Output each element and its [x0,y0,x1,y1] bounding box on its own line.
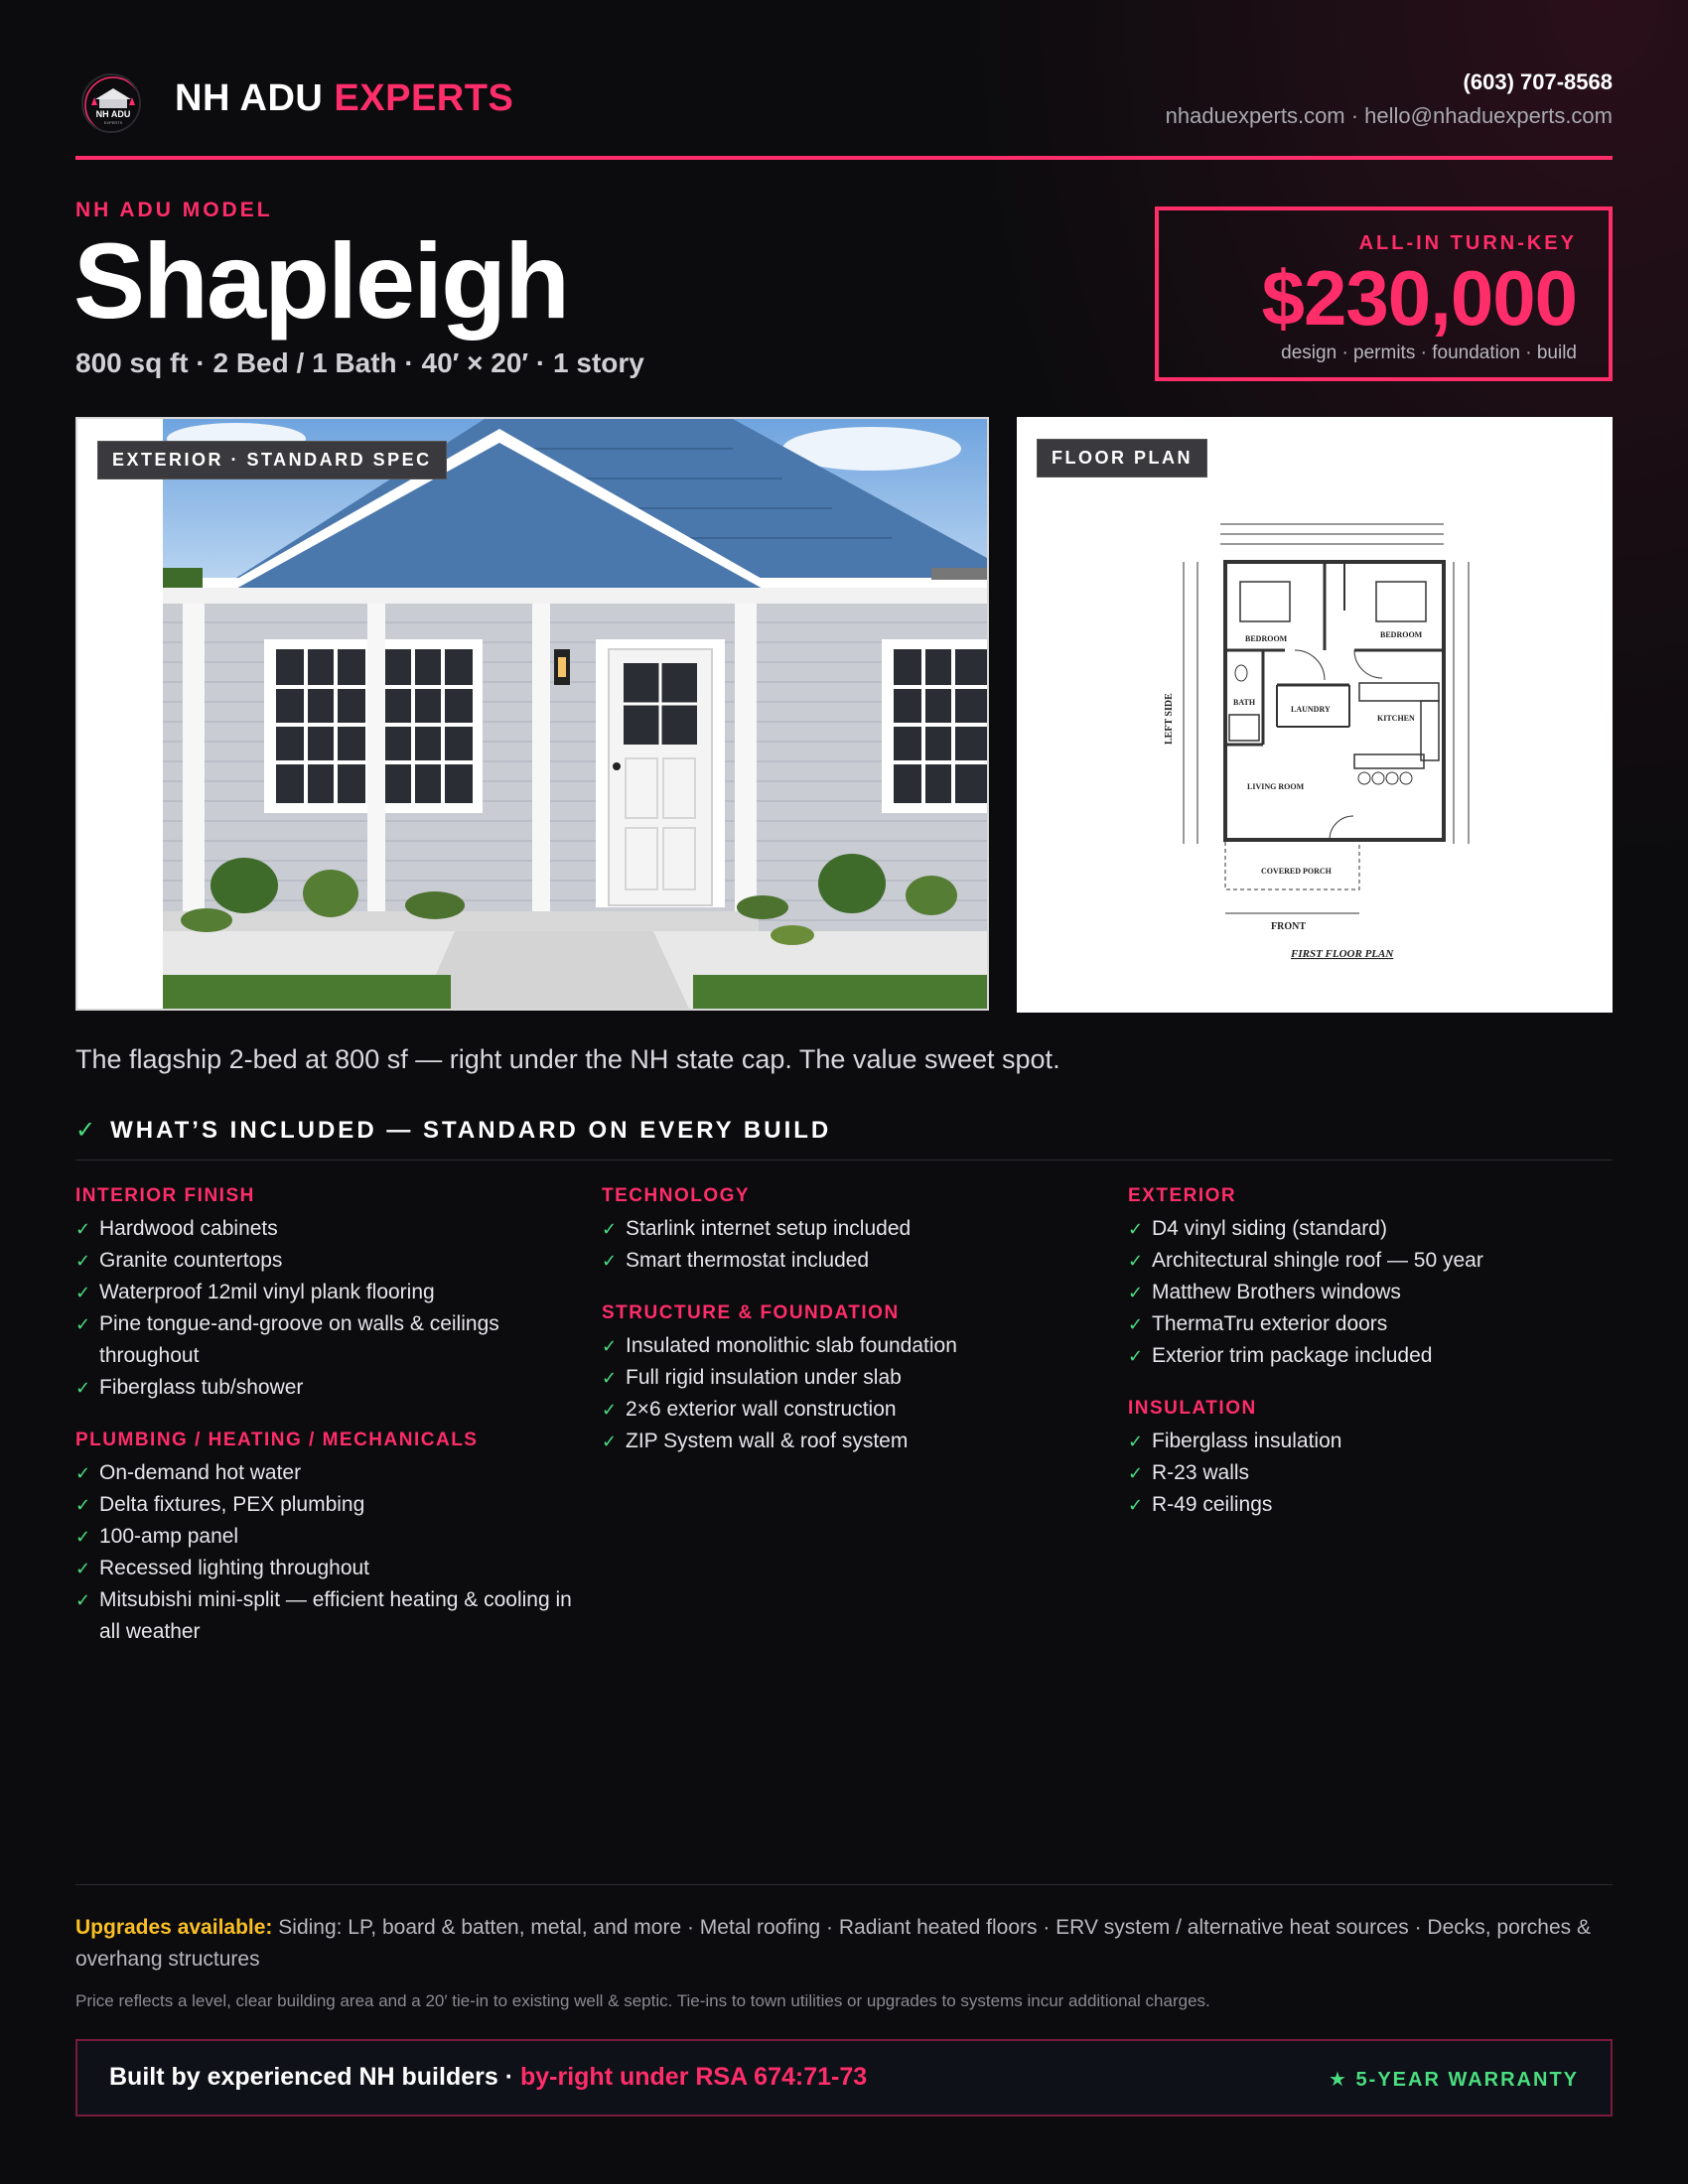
price-label: ALL-IN TURN-KEY [1358,232,1577,254]
builder-statement [109,2063,867,2092]
included-list [602,1213,1098,1277]
floor-plan-image [1017,417,1613,1013]
included-item: ✓ ThermaTru exterior doors [1128,1308,1624,1340]
company-logo [81,73,141,133]
upgrades-label: Upgrades available: [75,1916,273,1939]
included-group-title: TECHNOLOGY [602,1185,751,1206]
svg-text:FRONT: FRONT [1271,921,1306,932]
phone-number[interactable]: (603) 707-8568 [1463,69,1613,94]
included-item: ✓ Pine tongue-and-groove on walls & ceilings throughout [75,1308,572,1372]
svg-text:EXPERTS: EXPERTS [103,120,123,125]
contact-info [1166,69,1613,129]
included-group [602,1185,1098,1277]
included-column-2 [602,1185,1098,1483]
svg-text:FIRST FLOOR PLAN: FIRST FLOOR PLAN [1291,948,1394,960]
svg-text:LEFT SIDE: LEFT SIDE [1164,693,1175,745]
brand-name-pink: EXPERTS [334,77,514,119]
included-item: ✓ Fiberglass insulation [1128,1426,1624,1457]
model-name: Shapleigh [73,220,569,341]
included-group [75,1430,572,1648]
svg-text:NH ADU: NH ADU [95,109,131,119]
svg-text:BATH: BATH [1233,698,1256,707]
price-amount: $230,000 [1261,254,1577,341]
included-group-title: EXTERIOR [1128,1185,1237,1206]
included-item: ✓ Waterproof 12mil vinyl plank flooring [75,1277,572,1308]
included-item: ✓ Full rigid insulation under slab [602,1362,1098,1394]
svg-text:BEDROOM: BEDROOM [1380,630,1423,639]
warranty-badge [1329,2067,1579,2092]
included-item: ✓ Architectural shingle roof — 50 year [1128,1245,1624,1277]
site-header [75,69,1613,133]
included-group [75,1185,572,1404]
included-list [602,1330,1098,1457]
model-description: The flagship 2-bed at 800 sf — right under the NH state cap. The value sweet spot. [75,1044,1060,1074]
fine-print: Price reflects a level, clear building area and a 20′ tie-in to existing well & septic. Tie-ins to town utilities or upgrades to systems incur additional charges. [75,1991,1210,2010]
included-list [1128,1426,1624,1521]
warranty-text: 5-YEAR WARRANTY [1355,2069,1579,2091]
included-group [602,1302,1098,1457]
brand-name [175,77,513,120]
header-divider [75,156,1613,160]
included-list [75,1457,572,1648]
website-email[interactable]: nhaduexperts.com · hello@nhaduexperts.com [1165,103,1613,128]
floor-plan-tag: FLOOR PLAN [1037,439,1207,478]
builder-text: Built by experienced NH builders · [109,2063,520,2091]
brand-name-white: NH ADU [175,77,324,119]
included-item: ✓ Fiberglass tub/shower [75,1372,572,1404]
included-group-title: STRUCTURE & FOUNDATION [602,1302,900,1323]
check-icon: ✓ [75,1117,99,1144]
included-item: ✓ On-demand hot water [75,1457,572,1489]
svg-text:LAUNDRY: LAUNDRY [1291,705,1331,714]
footer-banner [75,2039,1613,2116]
included-group-title: PLUMBING / HEATING / MECHANICALS [75,1430,479,1450]
included-item: ✓ Mitsubishi mini-split — efficient heating & cooling in all weather [75,1584,572,1648]
model-eyebrow: NH ADU MODEL [75,199,273,221]
included-item: ✓ Granite countertops [75,1245,572,1277]
svg-text:COVERED PORCH: COVERED PORCH [1261,867,1332,876]
rsa-text: by-right under RSA 674:71-73 [519,2063,868,2091]
exterior-tag: EXTERIOR · STANDARD SPEC [97,441,447,479]
included-item: ✓ 100-amp panel [75,1521,572,1553]
included-item: ✓ R-23 walls [1128,1457,1624,1489]
included-heading [75,1116,831,1145]
included-item: ✓ D4 vinyl siding (standard) [1128,1213,1624,1245]
included-group-title: INSULATION [1128,1398,1257,1419]
included-item: ✓ Recessed lighting throughout [75,1553,572,1584]
included-item: ✓ R-49 ceilings [1128,1489,1624,1521]
included-item: ✓ Matthew Brothers windows [1128,1277,1624,1308]
included-item: ✓ Delta fixtures, PEX plumbing [75,1489,572,1521]
upgrades-note [75,1912,1613,1976]
included-group [1128,1398,1624,1521]
exterior-photo [75,417,989,1011]
included-item: ✓ Hardwood cabinets [75,1213,572,1245]
included-heading-text: WHAT’S INCLUDED — STANDARD ON EVERY BUILD [110,1117,832,1144]
included-item: ✓ ZIP System wall & roof system [602,1426,1098,1457]
included-group [1128,1185,1624,1372]
included-list [75,1213,572,1404]
model-specs: 800 sq ft · 2 Bed / 1 Bath · 40′ × 20′ · 1 story [75,347,644,378]
included-item: ✓ Insulated monolithic slab foundation [602,1330,1098,1362]
floor-plan-drawing [1017,417,1613,1013]
house-illustration [77,419,987,1009]
included-item: ✓ 2×6 exterior wall construction [602,1394,1098,1426]
included-item: ✓ Starlink internet setup included [602,1213,1098,1245]
included-column-1 [75,1185,572,1674]
svg-text:BEDROOM: BEDROOM [1245,634,1288,643]
star-icon: ★ [1329,2069,1348,2091]
footer-divider [75,1884,1613,1885]
included-item: ✓ Smart thermostat included [602,1245,1098,1277]
price-box [1155,206,1613,381]
svg-text:KITCHEN: KITCHEN [1377,714,1415,723]
included-item: ✓ Exterior trim package included [1128,1340,1624,1372]
included-group-title: INTERIOR FINISH [75,1185,255,1206]
price-inclusions: design · permits · foundation · build [1281,342,1577,364]
included-column-3 [1128,1185,1624,1547]
svg-text:LIVING ROOM: LIVING ROOM [1247,782,1305,791]
upgrades-text: Siding: LP, board & batten, metal, and more · Metal roofing · Radiant heated floors · ERV system / alternative heat sources · Decks, porches & overhang structures [75,1916,1591,1971]
included-list [1128,1213,1624,1372]
